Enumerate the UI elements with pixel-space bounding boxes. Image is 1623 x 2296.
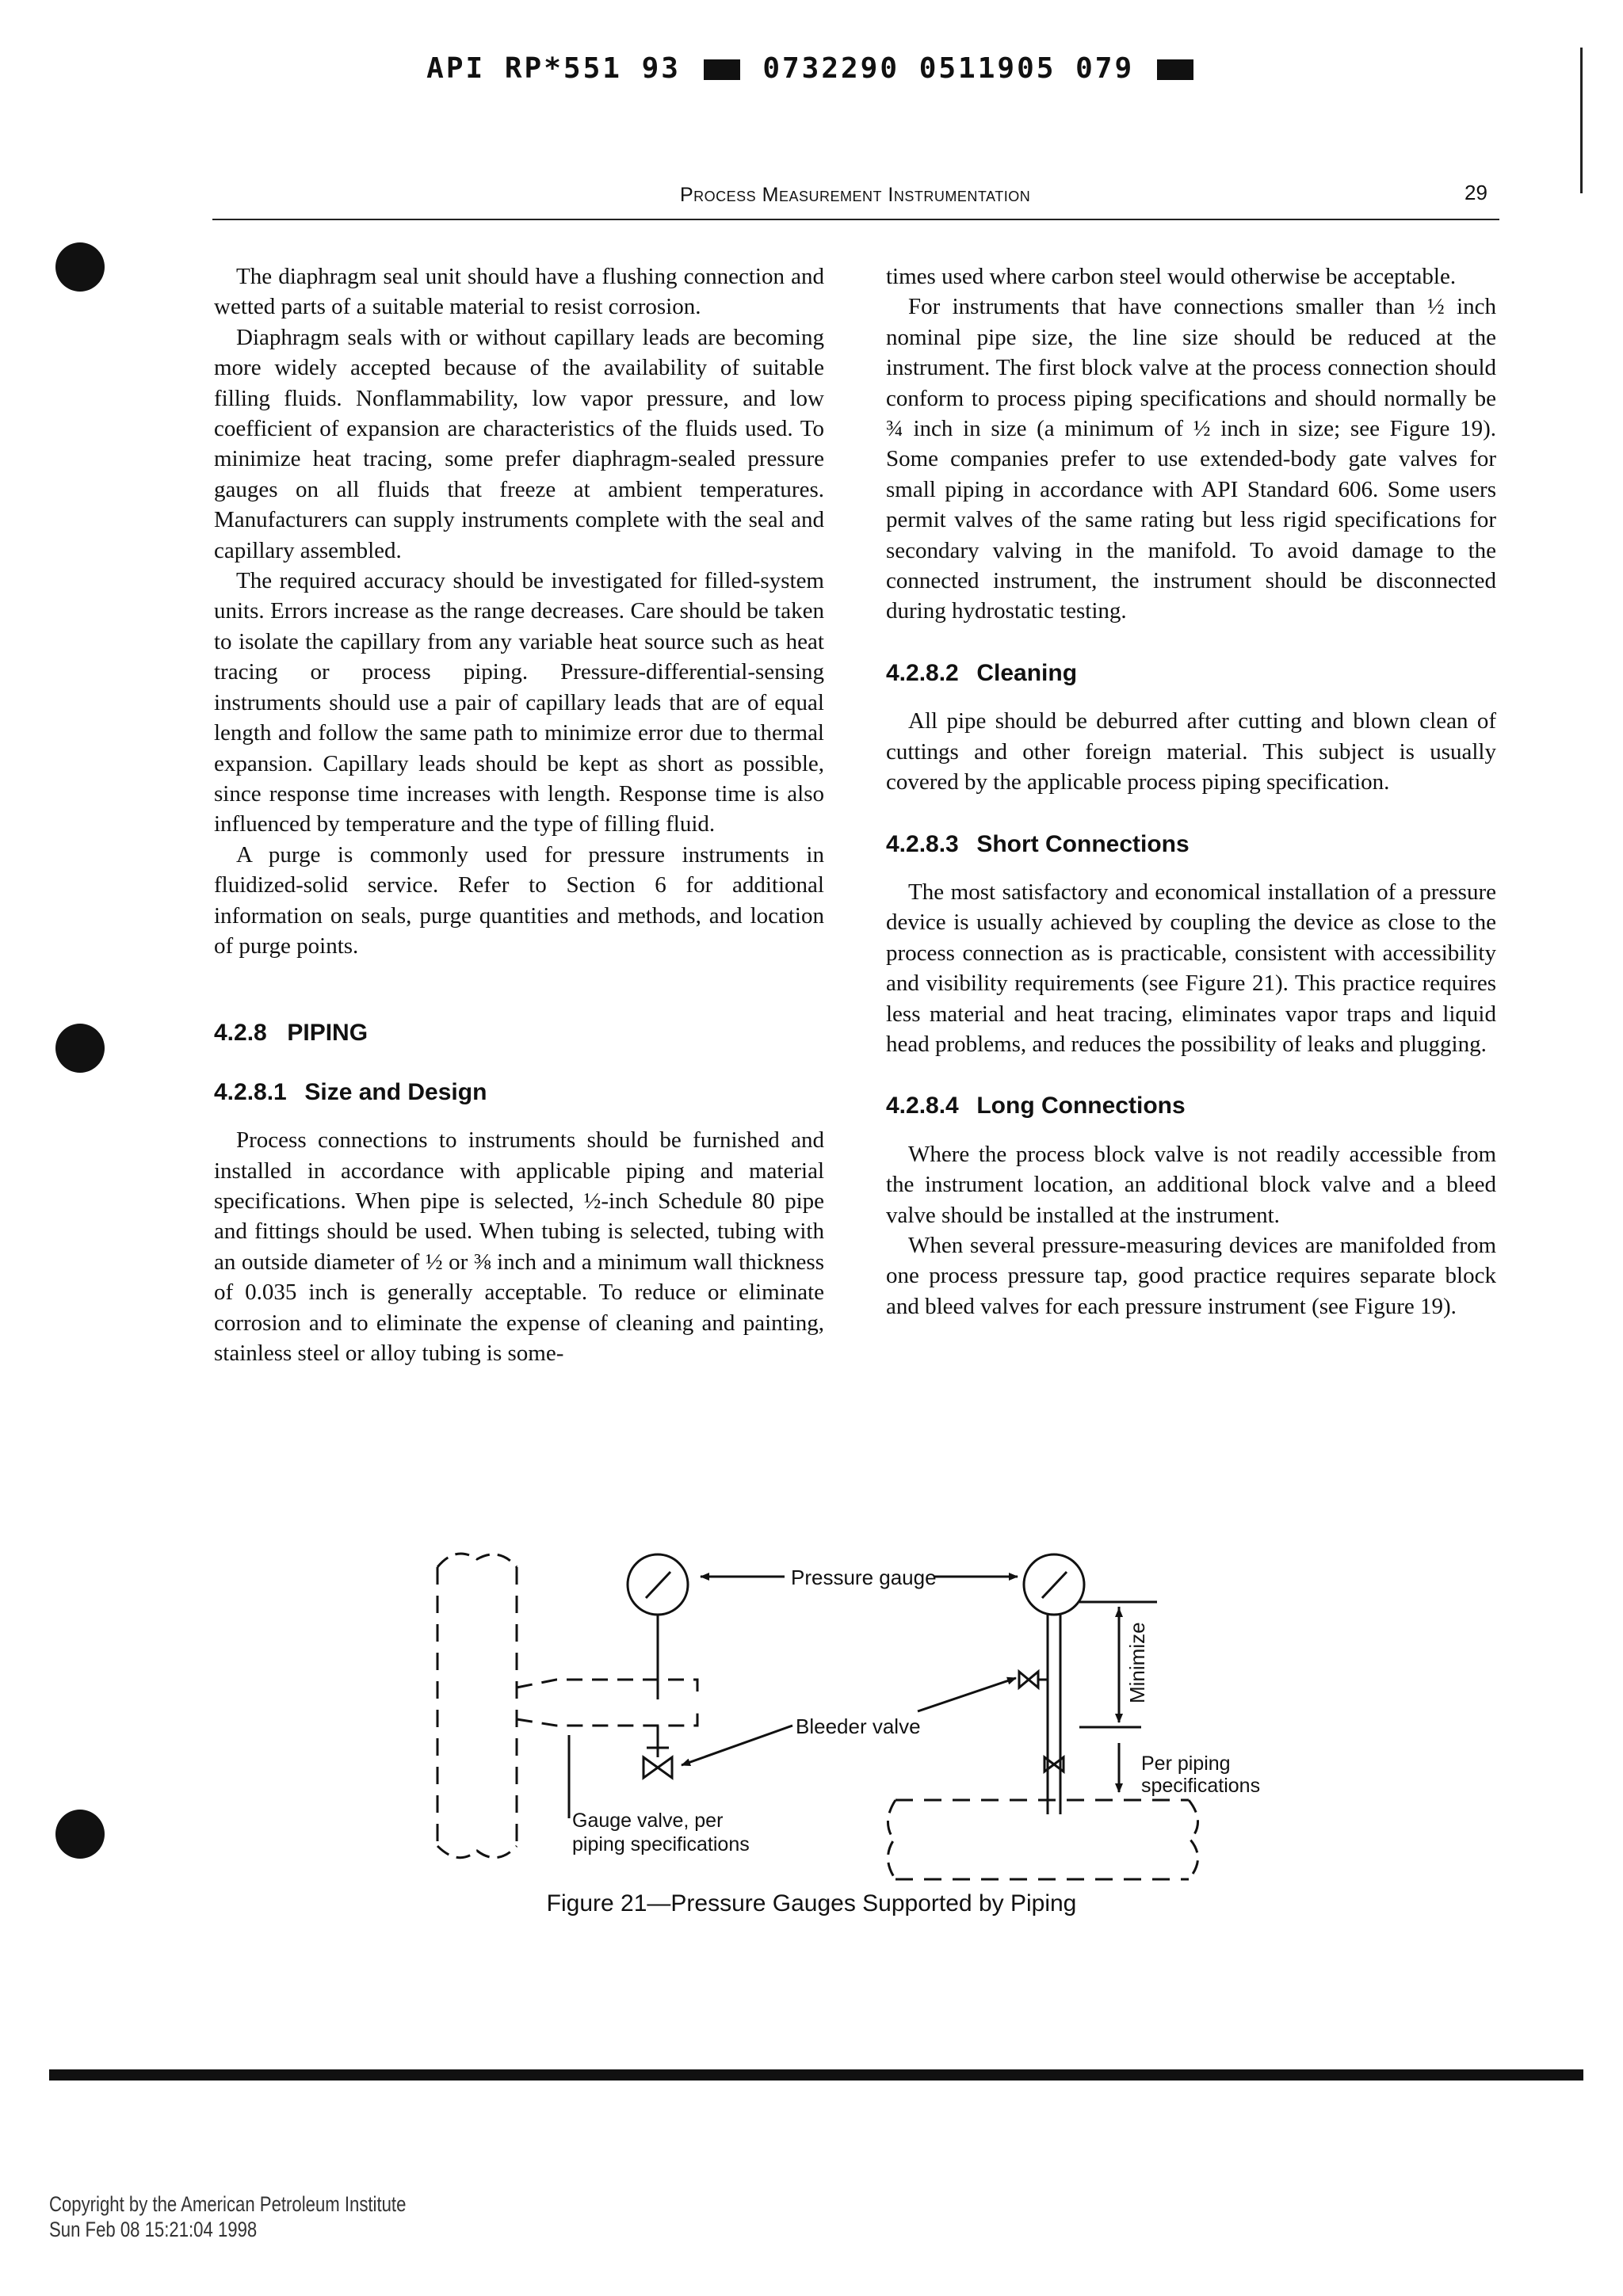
copyright-line: Copyright by the American Petroleum Institute	[49, 2192, 407, 2216]
label-minimize: Minimize	[1125, 1622, 1149, 1703]
paragraph: Process connections to instruments should be furnished and installed in accordance with applicable piping and material specifications. When pipe is selected, ½-inch Schedule 80 pipe and fittings should be used. When tubing is selected, tubing with an outside diameter of ½ or ⅜ inch and a minimum wall thickness of 0.035 inch is generally acceptable. To reduce or eliminate corrosion and to eliminate the expense of cleaning and painting, stainless steel or alloy tubing is some-	[214, 1127, 824, 1366]
label-gauge-valve-line2: piping specifications	[572, 1833, 750, 1855]
label-per-piping-line2: specifications	[1141, 1775, 1261, 1797]
label-bleeder-valve: Bleeder valve	[796, 1714, 921, 1738]
label-pressure-gauge: Pressure gauge	[791, 1566, 937, 1589]
section-title: Size and Design	[304, 1078, 487, 1105]
paragraph: The most satisfactory and economical installation of a pressure device is usually achieved by coupling the device as close to the process connection as is practicable, consistent with accessibility and visibility requirements (see Figure 21). This practice requires less material and heat tracing, eliminates vapor traps and liquid head problems, and reduces the possibility of leaks and plugging.	[886, 879, 1496, 1057]
label-per-piping-line1: Per piping	[1141, 1753, 1231, 1775]
section-number: 4.2.8	[214, 1020, 267, 1047]
paragraph: All pipe should be deburred after cutting and blown clean of cuttings and other foreign material. This subject is usually covered by the applicable process piping specification.	[886, 708, 1496, 795]
left-process-pipe	[437, 1567, 517, 1846]
paragraph: Where the process block valve is not readily accessible from the instrument location, an additional block valve and a bleed valve should be installed at the instrument.	[886, 1141, 1496, 1228]
paragraph: When several pressure-measuring devices are manifolded from one process pressure tap, good practice requires separate block and bleed valves for each pressure instrument (see Figure 19).	[886, 1232, 1496, 1319]
left-branch-bottom	[517, 1711, 697, 1726]
right-process-pipe	[896, 1800, 1189, 1879]
right-gauge-needle	[1042, 1572, 1067, 1598]
document-code-left: API RP*551 93	[426, 52, 681, 85]
right-bleeder-valve	[1019, 1672, 1038, 1688]
section-title: Short Connections	[976, 830, 1190, 857]
right-pipe-left-cap	[888, 1800, 896, 1879]
left-gauge-needle	[646, 1572, 670, 1598]
figure-caption: Figure 21—Pressure Gauges Supported by Piping	[546, 1890, 1077, 1917]
running-title: Process Measurement Instrumentation	[680, 184, 1031, 206]
left-branch-top	[517, 1680, 697, 1699]
paragraph: A purge is commonly used for pressure instruments in fluidized-solid service. Refer to Section 6 for additional information on seals, purge quantities and methods, and location of purge points.	[214, 841, 824, 959]
section-title: Long Connections	[976, 1093, 1186, 1119]
copyright-notice	[49, 2191, 406, 2242]
label-gauge-valve-line1: Gauge valve, per	[572, 1810, 724, 1832]
paragraph: The required accuracy should be investigated for filled-system units. Errors increase as the range decreases. Care should be taken to isolate the capillary from any variable heat source such as heat tracing or process piping. Pressure-differential-sensing instruments should use a pair of capillary leads that are of equal length and follow the same path to minimize error due to thermal expansion. Capillary leads should be kept as short as possible, since response time increases with length. Response time is also influenced by temperature and the type of filling fluid.	[214, 568, 824, 837]
section-title: PIPING	[287, 1020, 369, 1047]
left-pipe-top-cap	[437, 1554, 517, 1567]
left-pipe-bottom-cap	[437, 1846, 517, 1858]
page-number: 29	[1465, 181, 1487, 204]
paragraph: For instruments that have connections smaller than ½ inch nominal pipe size, the line size should be reduced at the instrument. The first block valve at the process connection should conform to process piping specifications and should normally be ¾ inch in size (a minimum of ½ inch in size; see Figure 19). Some companies prefer to use extended-body gate valves for small piping in accordance with API Standard 606. Some users permit valves of the same rating but less rigid specifications for secondary valving in the manifold. To avoid damage to the connected instrument, the instrument should be disconnected during hydrostatic testing.	[886, 294, 1496, 624]
paragraph: times used where carbon steel would otherwise be acceptable.	[886, 264, 1457, 289]
paragraph: The diaphragm seal unit should have a flushing connection and wetted parts of a suitable material to resist corrosion.	[214, 264, 824, 320]
left-gauge-valve	[643, 1757, 672, 1778]
section-number: 4.2.8.4	[886, 1093, 959, 1119]
right-pipe-right-cap	[1189, 1800, 1198, 1879]
section-number: 4.2.8.3	[886, 830, 959, 857]
section-number: 4.2.8.1	[214, 1078, 287, 1105]
paragraph: Diaphragm seals with or without capillary leads are becoming more widely accepted because of the availability of suitable filling fluids. Nonflammability, low vapor pressure, and low coefficient of expansion are characteristics of the fluids used. To minimize heat tracing, some prefer diaphragm-sealed pressure gauges on all fluids that freeze at ambient temperatures. Manufacturers can supply instruments complete with the seal and capillary assembled.	[214, 324, 824, 563]
timestamp-line: Sun Feb 08 15:21:04 1998	[49, 2218, 258, 2241]
document-code-mid: 0732290 0511905 079	[762, 52, 1135, 85]
bottom-rule	[49, 2069, 1583, 2081]
section-number: 4.2.8.2	[886, 659, 959, 686]
section-title: Cleaning	[976, 659, 1078, 686]
